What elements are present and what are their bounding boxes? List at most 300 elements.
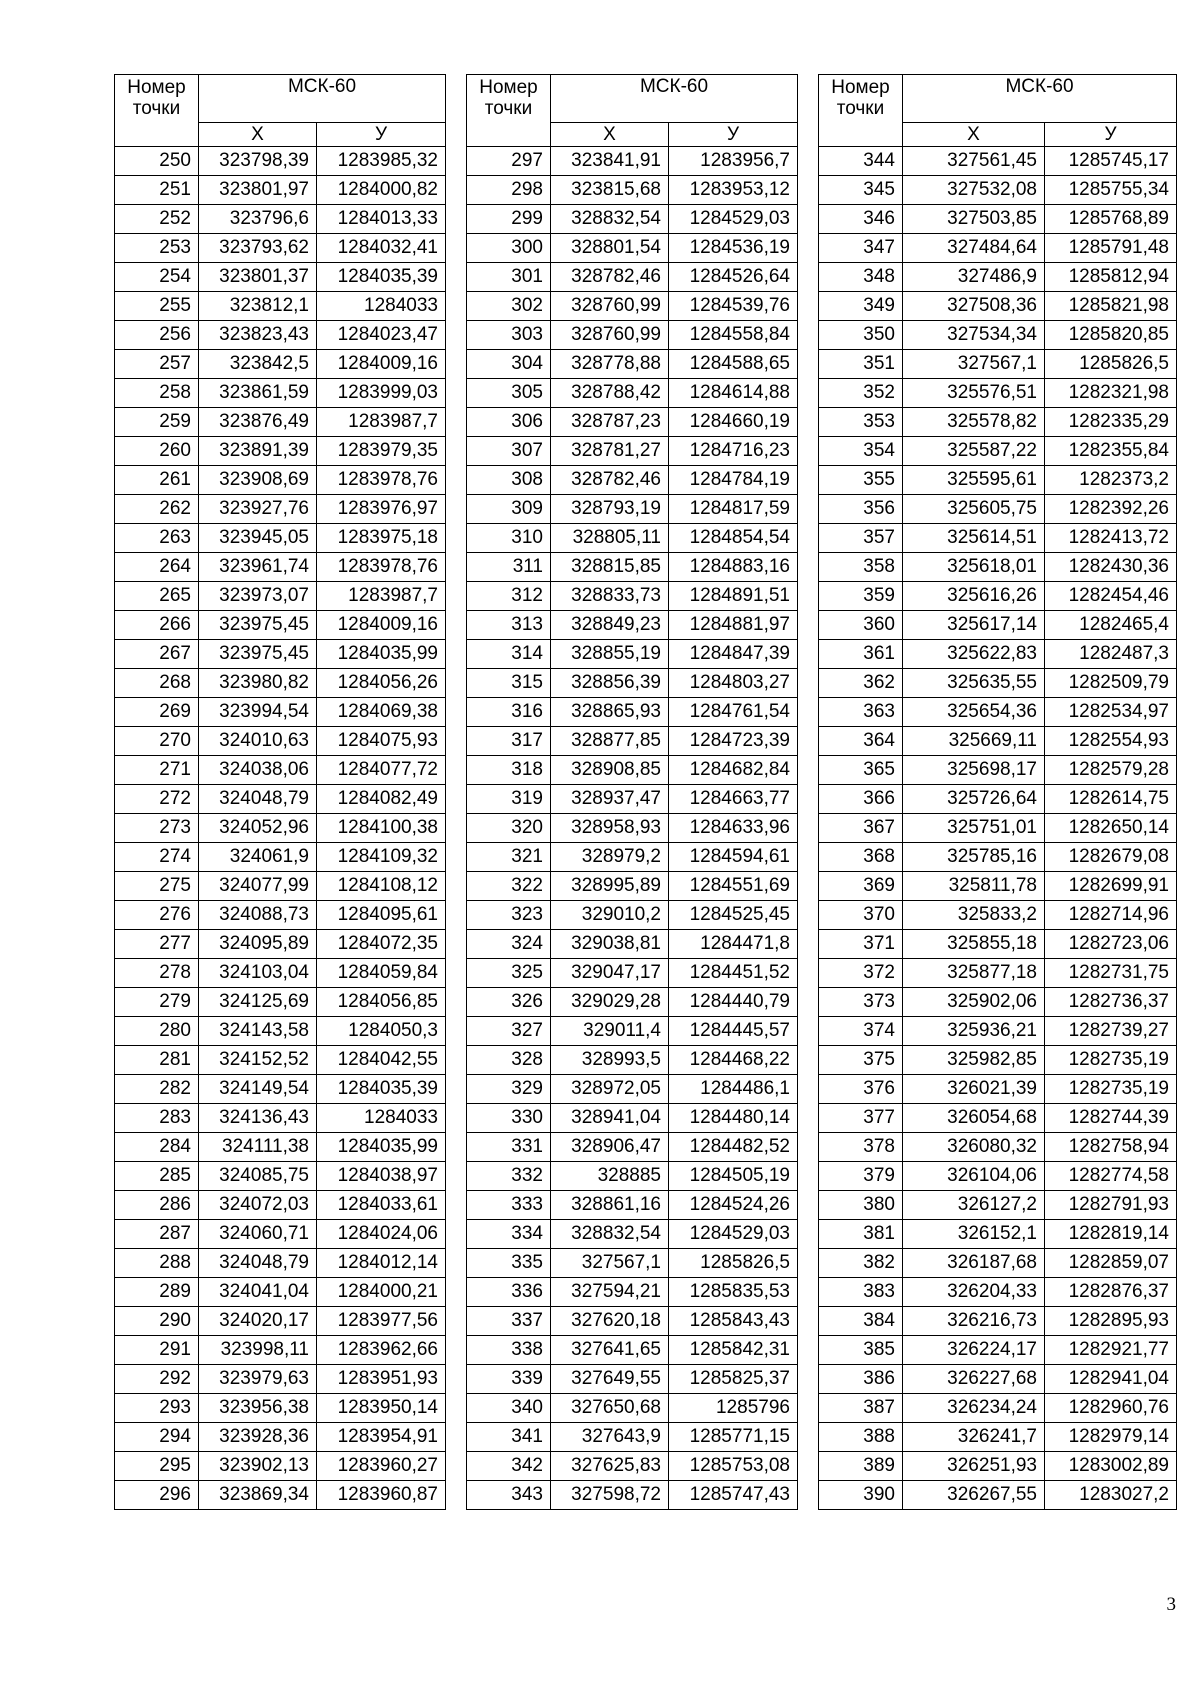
table-row xyxy=(467,582,798,611)
x-coordinate-cell: 324052,96 xyxy=(199,814,317,843)
x-coordinate-cell: 324010,63 xyxy=(199,727,317,756)
x-coordinate-cell: 323998,11 xyxy=(199,1336,317,1365)
x-coordinate-cell: 324149,54 xyxy=(199,1075,317,1104)
point-number-cell: 258 xyxy=(115,379,199,408)
point-number-cell: 363 xyxy=(819,698,903,727)
table-row xyxy=(819,1365,1177,1394)
point-number-cell: 322 xyxy=(467,872,551,901)
point-number-cell: 321 xyxy=(467,843,551,872)
point-number-cell: 287 xyxy=(115,1220,199,1249)
point-number-cell: 358 xyxy=(819,553,903,582)
y-coordinate-cell: 1284551,69 xyxy=(669,872,798,901)
point-number-cell: 380 xyxy=(819,1191,903,1220)
point-number-cell: 384 xyxy=(819,1307,903,1336)
y-coordinate-cell: 1284682,84 xyxy=(669,756,798,785)
table-row xyxy=(467,727,798,756)
y-coordinate-cell: 1284526,64 xyxy=(669,263,798,292)
y-coordinate-cell: 1283976,97 xyxy=(317,495,446,524)
point-number-cell: 284 xyxy=(115,1133,199,1162)
point-number-cell: 332 xyxy=(467,1162,551,1191)
y-coordinate-cell: 1282321,98 xyxy=(1045,379,1177,408)
x-coordinate-cell: 327625,83 xyxy=(551,1452,669,1481)
x-coordinate-cell: 324048,79 xyxy=(199,785,317,814)
point-number-cell: 349 xyxy=(819,292,903,321)
x-coordinate-cell: 328993,5 xyxy=(551,1046,669,1075)
x-coordinate-cell: 326187,68 xyxy=(903,1249,1045,1278)
table-row xyxy=(467,1075,798,1104)
point-number-cell: 356 xyxy=(819,495,903,524)
table-row xyxy=(819,698,1177,727)
table-row xyxy=(819,1046,1177,1075)
point-number-cell: 325 xyxy=(467,959,551,988)
x-coordinate-cell: 329047,17 xyxy=(551,959,669,988)
point-number-cell: 317 xyxy=(467,727,551,756)
point-number-cell: 381 xyxy=(819,1220,903,1249)
point-number-cell: 314 xyxy=(467,640,551,669)
table-row xyxy=(467,1104,798,1133)
x-coordinate-cell: 325614,51 xyxy=(903,524,1045,553)
y-coordinate-cell: 1285753,08 xyxy=(669,1452,798,1481)
table-row xyxy=(115,1104,446,1133)
y-coordinate-cell: 1282335,29 xyxy=(1045,408,1177,437)
point-number-cell: 335 xyxy=(467,1249,551,1278)
point-number-cell: 303 xyxy=(467,321,551,350)
table-row xyxy=(819,1452,1177,1481)
table-row xyxy=(115,321,446,350)
y-coordinate-cell: 1285812,94 xyxy=(1045,263,1177,292)
x-coordinate-cell: 328865,93 xyxy=(551,698,669,727)
y-coordinate-cell: 1282413,72 xyxy=(1045,524,1177,553)
point-number-cell: 346 xyxy=(819,205,903,234)
x-coordinate-cell: 325578,82 xyxy=(903,408,1045,437)
table-row xyxy=(115,176,446,205)
x-coordinate-cell: 323841,91 xyxy=(551,147,669,176)
point-number-cell: 329 xyxy=(467,1075,551,1104)
y-coordinate-cell: 1283954,91 xyxy=(317,1423,446,1452)
table-row xyxy=(115,1017,446,1046)
point-number-cell: 361 xyxy=(819,640,903,669)
y-coordinate-cell: 1282614,75 xyxy=(1045,785,1177,814)
point-number-cell: 288 xyxy=(115,1249,199,1278)
table-row xyxy=(819,1249,1177,1278)
x-coordinate-cell: 325654,36 xyxy=(903,698,1045,727)
x-coordinate-cell: 327567,1 xyxy=(551,1249,669,1278)
x-coordinate-cell: 328856,39 xyxy=(551,669,669,698)
table-row xyxy=(467,1307,798,1336)
x-coordinate-cell: 325618,01 xyxy=(903,553,1045,582)
point-number-cell: 285 xyxy=(115,1162,199,1191)
table-row xyxy=(115,1307,446,1336)
x-coordinate-cell: 324060,71 xyxy=(199,1220,317,1249)
point-number-cell: 359 xyxy=(819,582,903,611)
x-coordinate-cell: 328941,04 xyxy=(551,1104,669,1133)
x-coordinate-cell: 324072,03 xyxy=(199,1191,317,1220)
y-coordinate-cell: 1285755,34 xyxy=(1045,176,1177,205)
table-row xyxy=(819,1336,1177,1365)
table-row xyxy=(467,495,798,524)
point-number-cell: 278 xyxy=(115,959,199,988)
point-number-cell: 326 xyxy=(467,988,551,1017)
y-coordinate-cell: 1282465,4 xyxy=(1045,611,1177,640)
table-row xyxy=(115,1423,446,1452)
point-number-cell: 367 xyxy=(819,814,903,843)
table-row xyxy=(819,1394,1177,1423)
point-number-cell: 372 xyxy=(819,959,903,988)
x-coordinate-cell: 324136,43 xyxy=(199,1104,317,1133)
table-row xyxy=(819,437,1177,466)
y-coordinate-cell: 1282819,14 xyxy=(1045,1220,1177,1249)
point-number-cell: 315 xyxy=(467,669,551,698)
y-coordinate-cell: 1282744,39 xyxy=(1045,1104,1177,1133)
point-number-cell: 351 xyxy=(819,350,903,379)
y-coordinate-cell: 1282355,84 xyxy=(1045,437,1177,466)
y-coordinate-cell: 1282373,2 xyxy=(1045,466,1177,495)
y-coordinate-cell: 1284594,61 xyxy=(669,843,798,872)
point-number-cell: 295 xyxy=(115,1452,199,1481)
point-number-cell: 274 xyxy=(115,843,199,872)
x-coordinate-cell: 327561,45 xyxy=(903,147,1045,176)
y-coordinate-cell: 1284663,77 xyxy=(669,785,798,814)
x-coordinate-cell: 323823,43 xyxy=(199,321,317,350)
y-coordinate-cell: 1285796 xyxy=(669,1394,798,1423)
y-coordinate-cell: 1282392,26 xyxy=(1045,495,1177,524)
point-number-cell: 275 xyxy=(115,872,199,901)
table-row xyxy=(819,466,1177,495)
point-number-cell: 261 xyxy=(115,466,199,495)
x-coordinate-cell: 323961,74 xyxy=(199,553,317,582)
y-coordinate-cell: 1284482,52 xyxy=(669,1133,798,1162)
y-column-header: У xyxy=(1045,123,1177,147)
x-coordinate-cell: 328832,54 xyxy=(551,1220,669,1249)
y-coordinate-cell: 1284000,21 xyxy=(317,1278,446,1307)
point-number-header: Номер точки xyxy=(467,75,551,147)
point-number-cell: 291 xyxy=(115,1336,199,1365)
x-coordinate-cell: 328995,89 xyxy=(551,872,669,901)
point-number-cell: 292 xyxy=(115,1365,199,1394)
x-coordinate-cell: 324061,9 xyxy=(199,843,317,872)
table-row xyxy=(819,350,1177,379)
table-row xyxy=(819,1481,1177,1510)
point-number-cell: 365 xyxy=(819,756,903,785)
x-column-header: Х xyxy=(903,123,1045,147)
x-coordinate-cell: 326127,2 xyxy=(903,1191,1045,1220)
x-coordinate-cell: 326080,32 xyxy=(903,1133,1045,1162)
table-row xyxy=(819,495,1177,524)
table-row xyxy=(115,1278,446,1307)
table-row xyxy=(115,1365,446,1394)
point-number-cell: 364 xyxy=(819,727,903,756)
point-number-cell: 257 xyxy=(115,350,199,379)
y-coordinate-cell: 1285842,31 xyxy=(669,1336,798,1365)
table-row xyxy=(819,1307,1177,1336)
x-coordinate-cell: 323979,63 xyxy=(199,1365,317,1394)
y-coordinate-cell: 1282487,3 xyxy=(1045,640,1177,669)
y-coordinate-cell: 1282430,36 xyxy=(1045,553,1177,582)
x-coordinate-cell: 328861,16 xyxy=(551,1191,669,1220)
x-coordinate-cell: 325617,14 xyxy=(903,611,1045,640)
x-coordinate-cell: 323902,13 xyxy=(199,1452,317,1481)
coordinate-system-header: МСК-60 xyxy=(551,75,798,123)
x-coordinate-cell: 323975,45 xyxy=(199,611,317,640)
x-coordinate-cell: 326204,33 xyxy=(903,1278,1045,1307)
table-row xyxy=(467,872,798,901)
table-row xyxy=(819,930,1177,959)
point-number-cell: 385 xyxy=(819,1336,903,1365)
x-coordinate-cell: 328849,23 xyxy=(551,611,669,640)
point-number-cell: 376 xyxy=(819,1075,903,1104)
y-coordinate-cell: 1284524,26 xyxy=(669,1191,798,1220)
y-coordinate-cell: 1282579,28 xyxy=(1045,756,1177,785)
y-coordinate-cell: 1285791,48 xyxy=(1045,234,1177,263)
table-row xyxy=(115,379,446,408)
y-coordinate-cell: 1284077,72 xyxy=(317,756,446,785)
x-coordinate-cell: 327650,68 xyxy=(551,1394,669,1423)
x-coordinate-cell: 324103,04 xyxy=(199,959,317,988)
point-number-cell: 273 xyxy=(115,814,199,843)
y-coordinate-cell: 1284009,16 xyxy=(317,350,446,379)
table-row xyxy=(819,408,1177,437)
coordinate-system-header: МСК-60 xyxy=(199,75,446,123)
table-row xyxy=(115,582,446,611)
x-coordinate-cell: 325595,61 xyxy=(903,466,1045,495)
x-coordinate-cell: 328885 xyxy=(551,1162,669,1191)
y-coordinate-cell: 1284035,39 xyxy=(317,1075,446,1104)
point-number-cell: 379 xyxy=(819,1162,903,1191)
x-coordinate-cell: 328958,93 xyxy=(551,814,669,843)
x-coordinate-cell: 323842,5 xyxy=(199,350,317,379)
x-coordinate-cell: 329011,4 xyxy=(551,1017,669,1046)
point-number-cell: 373 xyxy=(819,988,903,1017)
point-number-cell: 300 xyxy=(467,234,551,263)
table-row xyxy=(115,669,446,698)
y-coordinate-cell: 1284529,03 xyxy=(669,205,798,234)
y-coordinate-cell: 1284012,14 xyxy=(317,1249,446,1278)
table-row xyxy=(819,727,1177,756)
point-number-cell: 383 xyxy=(819,1278,903,1307)
point-number-cell: 354 xyxy=(819,437,903,466)
y-coordinate-cell: 1284100,38 xyxy=(317,814,446,843)
point-number-cell: 308 xyxy=(467,466,551,495)
x-coordinate-cell: 324085,75 xyxy=(199,1162,317,1191)
y-coordinate-cell: 1282979,14 xyxy=(1045,1423,1177,1452)
table-row xyxy=(115,524,446,553)
table-row xyxy=(467,1423,798,1452)
y-coordinate-cell: 1284024,06 xyxy=(317,1220,446,1249)
table-row xyxy=(115,466,446,495)
y-coordinate-cell: 1284536,19 xyxy=(669,234,798,263)
y-coordinate-cell: 1284588,65 xyxy=(669,350,798,379)
y-coordinate-cell: 1284883,16 xyxy=(669,553,798,582)
point-number-cell: 307 xyxy=(467,437,551,466)
table-row xyxy=(115,901,446,930)
point-number-cell: 281 xyxy=(115,1046,199,1075)
table-row xyxy=(115,1075,446,1104)
point-number-cell: 305 xyxy=(467,379,551,408)
y-coordinate-cell: 1285745,17 xyxy=(1045,147,1177,176)
y-coordinate-cell: 1284035,99 xyxy=(317,640,446,669)
table-row xyxy=(819,611,1177,640)
y-coordinate-cell: 1283950,14 xyxy=(317,1394,446,1423)
table-row xyxy=(819,959,1177,988)
point-number-cell: 342 xyxy=(467,1452,551,1481)
table-row xyxy=(819,785,1177,814)
point-number-cell: 319 xyxy=(467,785,551,814)
y-coordinate-cell: 1284451,52 xyxy=(669,959,798,988)
x-coordinate-cell: 325855,18 xyxy=(903,930,1045,959)
point-number-cell: 327 xyxy=(467,1017,551,1046)
point-number-cell: 309 xyxy=(467,495,551,524)
x-coordinate-cell: 327484,64 xyxy=(903,234,1045,263)
point-number-cell: 357 xyxy=(819,524,903,553)
x-coordinate-cell: 328979,2 xyxy=(551,843,669,872)
table-row xyxy=(819,263,1177,292)
y-coordinate-cell: 1282960,76 xyxy=(1045,1394,1177,1423)
table-row xyxy=(819,1075,1177,1104)
x-coordinate-cell: 325811,78 xyxy=(903,872,1045,901)
table-row xyxy=(115,1481,446,1510)
point-number-cell: 279 xyxy=(115,988,199,1017)
y-coordinate-cell: 1284716,23 xyxy=(669,437,798,466)
x-coordinate-cell: 326241,7 xyxy=(903,1423,1045,1452)
table-row xyxy=(467,901,798,930)
table-row xyxy=(819,843,1177,872)
table-row xyxy=(819,321,1177,350)
point-number-cell: 310 xyxy=(467,524,551,553)
point-number-cell: 388 xyxy=(819,1423,903,1452)
point-number-cell: 277 xyxy=(115,930,199,959)
table-row xyxy=(819,1191,1177,1220)
y-coordinate-cell: 1283975,18 xyxy=(317,524,446,553)
x-coordinate-cell: 324048,79 xyxy=(199,1249,317,1278)
table-row xyxy=(467,1481,798,1510)
x-coordinate-cell: 328815,85 xyxy=(551,553,669,582)
point-number-cell: 330 xyxy=(467,1104,551,1133)
table-row xyxy=(115,930,446,959)
table-row xyxy=(467,698,798,727)
table-row xyxy=(467,1191,798,1220)
y-coordinate-cell: 1284000,82 xyxy=(317,176,446,205)
y-coordinate-cell: 1284468,22 xyxy=(669,1046,798,1075)
table-row xyxy=(467,814,798,843)
table-body xyxy=(819,147,1177,1510)
point-number-cell: 382 xyxy=(819,1249,903,1278)
table-row xyxy=(115,611,446,640)
y-coordinate-cell: 1284075,93 xyxy=(317,727,446,756)
point-number-cell: 328 xyxy=(467,1046,551,1075)
table-row xyxy=(467,669,798,698)
coordinates-table-1 xyxy=(114,74,446,1510)
table-row xyxy=(115,814,446,843)
y-coordinate-cell: 1284525,45 xyxy=(669,901,798,930)
table-row xyxy=(467,640,798,669)
point-number-cell: 320 xyxy=(467,814,551,843)
point-number-cell: 282 xyxy=(115,1075,199,1104)
table-row xyxy=(467,1365,798,1394)
x-coordinate-cell: 323945,05 xyxy=(199,524,317,553)
x-coordinate-cell: 328778,88 xyxy=(551,350,669,379)
x-coordinate-cell: 324125,69 xyxy=(199,988,317,1017)
table-row xyxy=(115,640,446,669)
x-coordinate-cell: 325576,51 xyxy=(903,379,1045,408)
y-coordinate-cell: 1284558,84 xyxy=(669,321,798,350)
y-coordinate-cell: 1283979,35 xyxy=(317,437,446,466)
y-coordinate-cell: 1283027,2 xyxy=(1045,1481,1177,1510)
y-coordinate-cell: 1282534,97 xyxy=(1045,698,1177,727)
x-coordinate-cell: 325902,06 xyxy=(903,988,1045,1017)
y-coordinate-cell: 1284486,1 xyxy=(669,1075,798,1104)
table-row xyxy=(467,147,798,176)
point-number-cell: 270 xyxy=(115,727,199,756)
y-coordinate-cell: 1282895,93 xyxy=(1045,1307,1177,1336)
table-row xyxy=(819,640,1177,669)
table-row xyxy=(467,1046,798,1075)
table-row xyxy=(467,176,798,205)
table-row xyxy=(467,437,798,466)
y-coordinate-cell: 1283985,32 xyxy=(317,147,446,176)
table-row xyxy=(819,1133,1177,1162)
point-number-cell: 350 xyxy=(819,321,903,350)
point-number-cell: 337 xyxy=(467,1307,551,1336)
point-number-cell: 334 xyxy=(467,1220,551,1249)
point-number-cell: 311 xyxy=(467,553,551,582)
y-coordinate-cell: 1282735,19 xyxy=(1045,1046,1177,1075)
y-coordinate-cell: 1282876,37 xyxy=(1045,1278,1177,1307)
x-coordinate-cell: 323869,34 xyxy=(199,1481,317,1510)
table-row xyxy=(115,843,446,872)
point-number-cell: 289 xyxy=(115,1278,199,1307)
x-coordinate-cell: 328972,05 xyxy=(551,1075,669,1104)
y-coordinate-cell: 1284038,97 xyxy=(317,1162,446,1191)
x-coordinate-cell: 328908,85 xyxy=(551,756,669,785)
point-number-cell: 250 xyxy=(115,147,199,176)
page-number: 3 xyxy=(1166,1594,1176,1615)
x-coordinate-cell: 325726,64 xyxy=(903,785,1045,814)
point-number-cell: 352 xyxy=(819,379,903,408)
x-coordinate-cell: 327486,9 xyxy=(903,263,1045,292)
x-coordinate-cell: 324041,04 xyxy=(199,1278,317,1307)
y-coordinate-cell: 1282679,08 xyxy=(1045,843,1177,872)
y-coordinate-cell: 1282739,27 xyxy=(1045,1017,1177,1046)
table-row xyxy=(467,756,798,785)
table-row xyxy=(467,988,798,1017)
table-row xyxy=(115,1220,446,1249)
table-row xyxy=(115,1046,446,1075)
x-coordinate-cell: 325669,11 xyxy=(903,727,1045,756)
x-coordinate-cell: 328855,19 xyxy=(551,640,669,669)
x-coordinate-cell: 323975,45 xyxy=(199,640,317,669)
point-number-cell: 369 xyxy=(819,872,903,901)
x-coordinate-cell: 328787,23 xyxy=(551,408,669,437)
point-number-cell: 301 xyxy=(467,263,551,292)
x-coordinate-cell: 327620,18 xyxy=(551,1307,669,1336)
point-number-cell: 260 xyxy=(115,437,199,466)
point-number-cell: 313 xyxy=(467,611,551,640)
point-number-cell: 268 xyxy=(115,669,199,698)
table-row xyxy=(115,959,446,988)
x-coordinate-cell: 325698,17 xyxy=(903,756,1045,785)
y-column-header: У xyxy=(669,123,798,147)
y-column-header: У xyxy=(317,123,446,147)
y-coordinate-cell: 1284445,57 xyxy=(669,1017,798,1046)
y-coordinate-cell: 1284033 xyxy=(317,1104,446,1133)
y-coordinate-cell: 1284817,59 xyxy=(669,495,798,524)
table-row xyxy=(467,321,798,350)
y-coordinate-cell: 1284539,76 xyxy=(669,292,798,321)
x-coordinate-cell: 327532,08 xyxy=(903,176,1045,205)
y-coordinate-cell: 1283999,03 xyxy=(317,379,446,408)
x-coordinate-cell: 323798,39 xyxy=(199,147,317,176)
y-coordinate-cell: 1285821,98 xyxy=(1045,292,1177,321)
